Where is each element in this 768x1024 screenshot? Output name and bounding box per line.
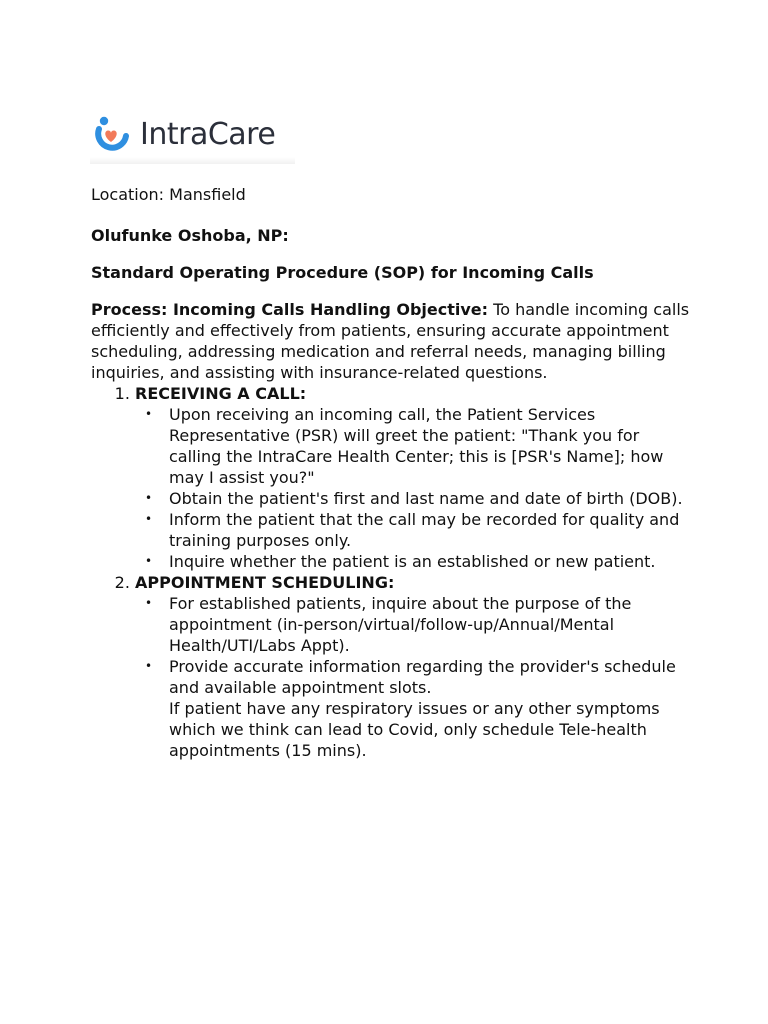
sop-content [91,184,691,761]
bullet-list [135,404,691,572]
covid-note: If patient have any respiratory issues or any other symptoms which we think can lead to Covid, only schedule Tele-health appointments (15 mins). [169,699,660,760]
list-item: • Obtain the patient's first and last name and date of birth (DOB). [169,488,691,509]
list-item: • Upon receiving an incoming call, the Patient Services Representative (PSR) will greet the patient: "Thank you for calling the IntraCare Health Center; this is [PSR's Name]; how may I assist you?" [169,404,691,488]
list-item: • Inform the patient that the call may be recorded for quality and training purposes only. [169,509,691,551]
bullet-list [135,593,691,761]
step-title: RECEIVING A CALL: [135,384,307,403]
process-text: To handle incoming calls efficiently and effectively from patients, ensuring accurate appointment scheduling, addressing medication and referral needs, managing billing inquiries, and assisting with insurance-related questions. [91,300,690,382]
step-receiving-call [135,383,691,572]
list-item [169,656,691,761]
intracare-heart-person-icon [90,112,132,158]
step-appointment-scheduling [135,572,691,761]
process-paragraph [91,299,691,383]
location-line: Location: Mansfield [91,185,246,204]
list-item: • For established patients, inquire about the purpose of the appointment (in-person/virtual/follow-up/Annual/Mental Health/UTI/Labs Appt). [169,593,691,656]
process-label: Process: Incoming Calls Handling Objective: [91,300,489,319]
logo-wordmark: IntraCare [140,117,276,152]
steps-list [91,383,691,761]
provider-name: Olufunke Oshoba, NP: [91,226,289,245]
list-item-text: Provide accurate information regarding the provider's schedule and available appointment slots. [169,657,676,697]
sop-title: Standard Operating Procedure (SOP) for Incoming Calls [91,263,594,282]
step-title: APPOINTMENT SCHEDULING: [135,573,395,592]
intracare-logo [90,106,295,164]
list-item: • Inquire whether the patient is an established or new patient. [169,551,691,572]
